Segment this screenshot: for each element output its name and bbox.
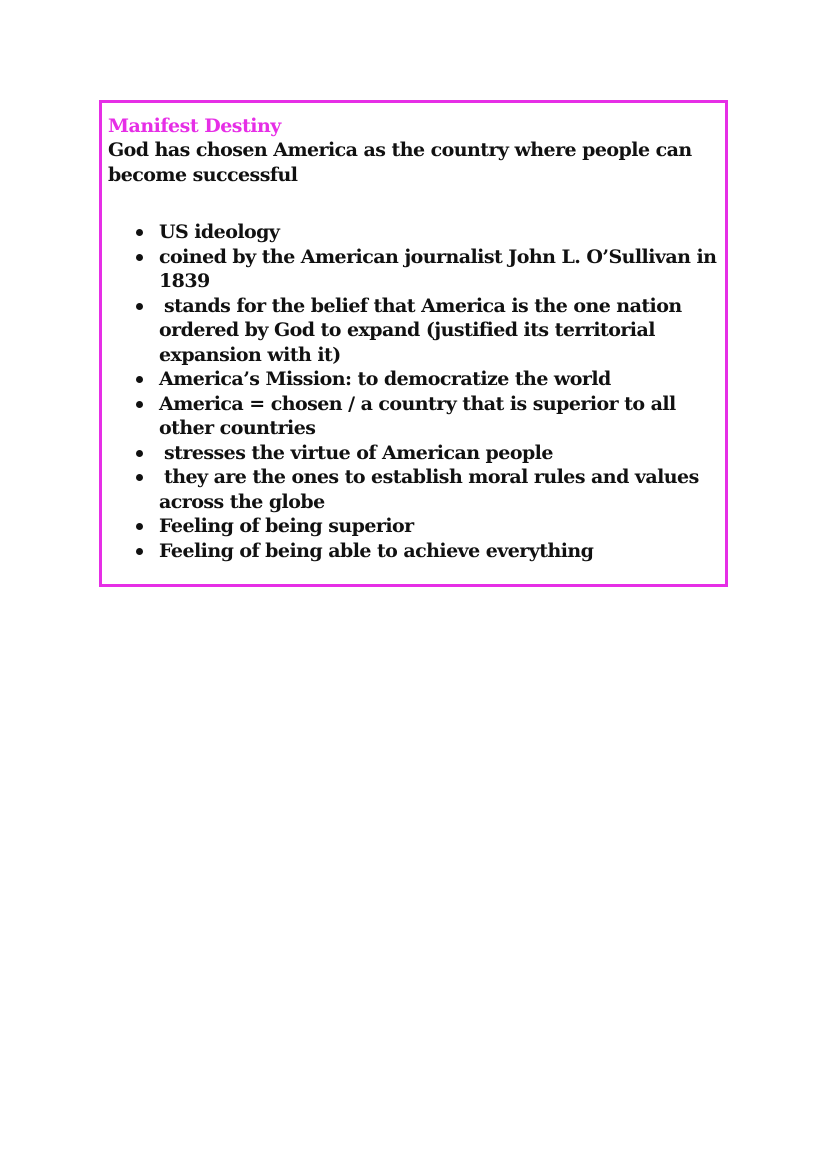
list-item (108, 539, 718, 564)
note-content (108, 114, 718, 562)
note-title: Manifest Destiny (108, 115, 281, 137)
list-item (108, 441, 718, 466)
list-item-text: America’s Mission: to democratize the world (159, 368, 611, 390)
bullet-icon (136, 474, 143, 481)
note-definition: God has chosen America as the country where people can become successful (108, 139, 692, 186)
list-item-text: stresses the virtue of American people (164, 441, 553, 464)
list-item-text: America = chosen / a country that is superior to all other countries (159, 392, 676, 439)
bullet-icon (136, 303, 143, 310)
bullet-icon (136, 229, 143, 236)
list-item (108, 220, 718, 245)
list-item (108, 392, 718, 441)
bullet-list (108, 220, 718, 563)
list-item-text: Feeling of being able to achieve everything (159, 539, 594, 562)
manifest-destiny-note-box (99, 100, 728, 587)
list-item (108, 514, 718, 539)
bullet-icon (136, 523, 143, 530)
list-item (108, 294, 718, 368)
list-item-text: Feeling of being superior (159, 515, 414, 537)
list-item-text: they are the ones to establish moral rules and values across the globe (159, 466, 699, 513)
list-item (108, 367, 718, 392)
list-item-text: stands for the belief that America is the one nation ordered by God to expand (justified its territorial expansion with it) (159, 294, 682, 366)
list-item (108, 465, 718, 514)
bullet-icon (136, 254, 143, 261)
bullet-icon (136, 376, 143, 383)
list-item-text: coined by the American journalist John L. O’Sullivan in 1839 (159, 245, 717, 292)
list-item-text: US ideology (159, 221, 280, 243)
list-item (108, 245, 718, 294)
bullet-icon (136, 401, 143, 408)
bullet-icon (136, 450, 143, 457)
bullet-icon (136, 548, 143, 555)
